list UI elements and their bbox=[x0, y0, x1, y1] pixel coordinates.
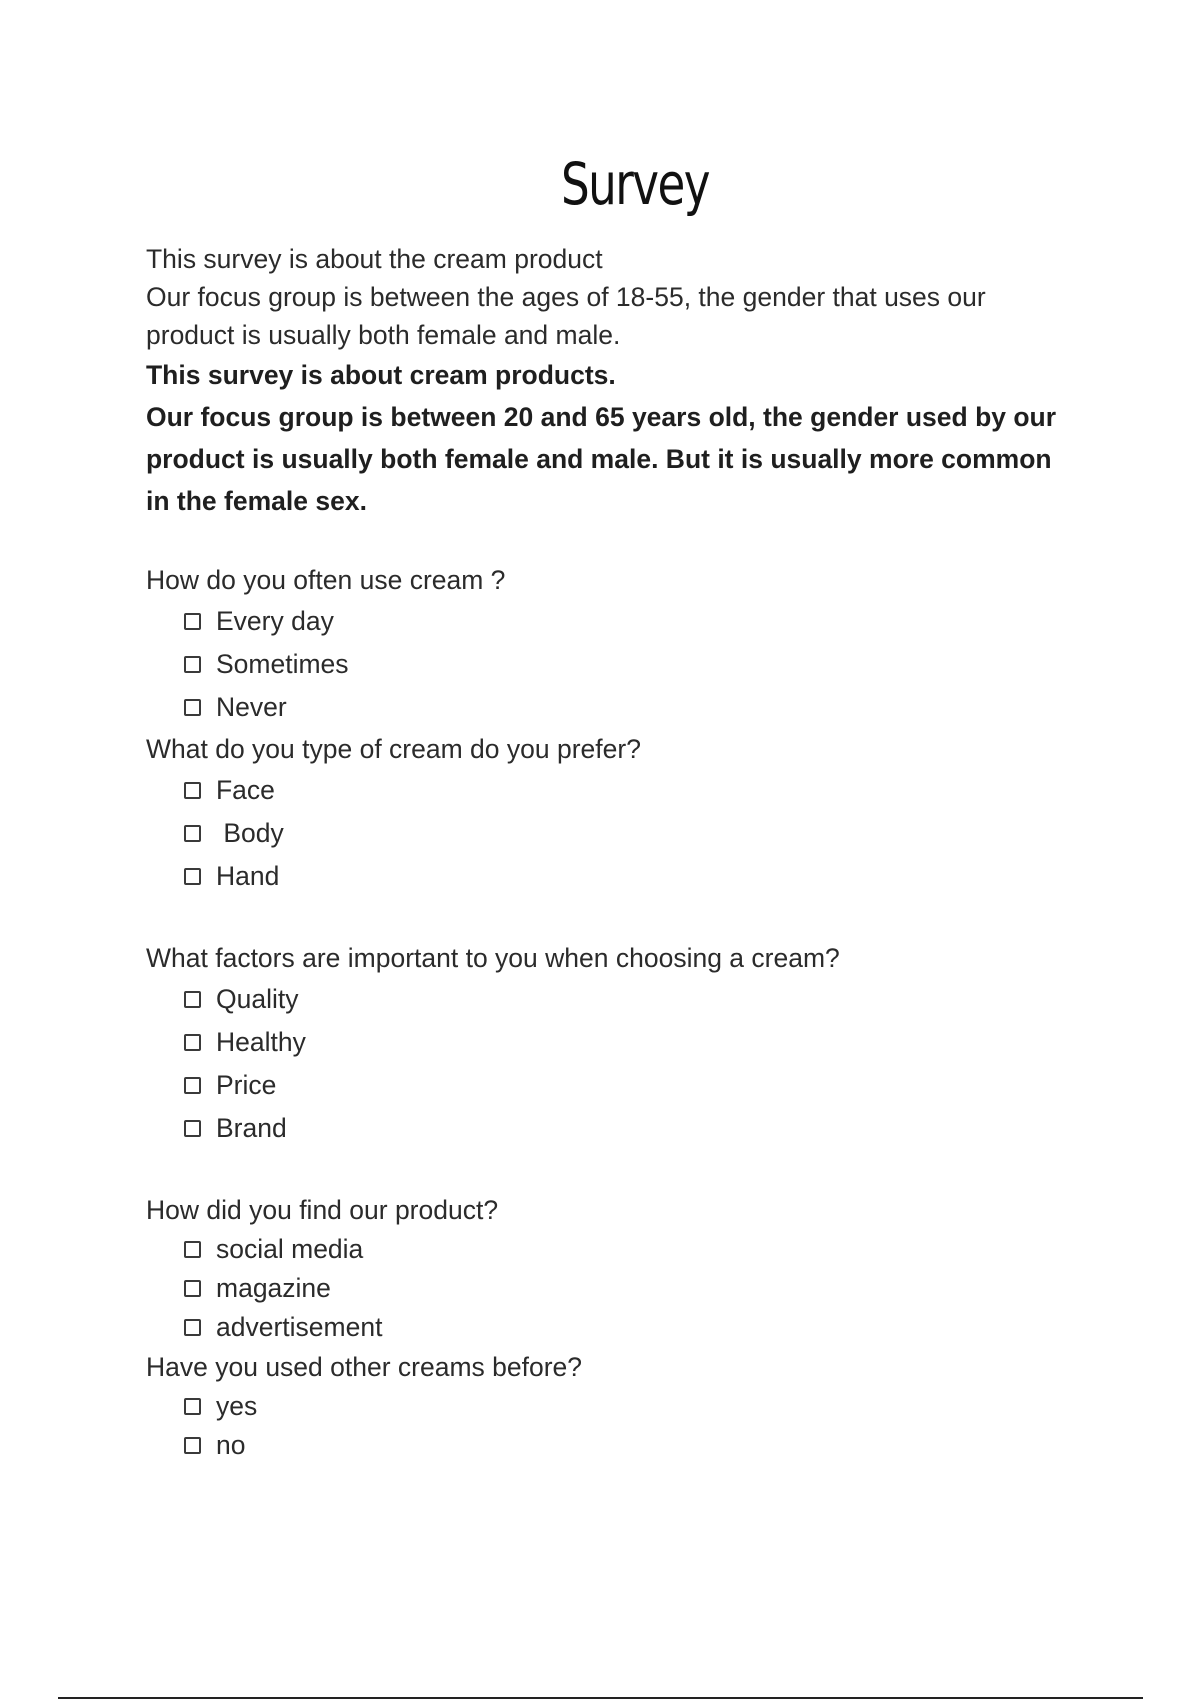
checkbox[interactable] bbox=[184, 1077, 201, 1094]
option-advertisement[interactable] bbox=[184, 1308, 1066, 1347]
section-spacer bbox=[146, 1150, 1066, 1190]
option-brand[interactable] bbox=[184, 1107, 1066, 1150]
question-other-creams: Have you used other creams before? bbox=[146, 1352, 583, 1382]
checkbox[interactable] bbox=[184, 825, 201, 842]
intro-bold-1: This survey is about cream products. bbox=[146, 360, 616, 390]
option-body[interactable] bbox=[184, 812, 1066, 855]
option-yes[interactable] bbox=[184, 1387, 1066, 1426]
question-factors: What factors are important to you when choosing a cream? bbox=[146, 943, 840, 973]
option-label: Face bbox=[216, 775, 275, 805]
option-price[interactable] bbox=[184, 1064, 1066, 1107]
checkbox[interactable] bbox=[184, 656, 201, 673]
option-label: Hand bbox=[216, 861, 280, 891]
checkbox[interactable] bbox=[184, 1319, 201, 1336]
option-social-media[interactable] bbox=[184, 1230, 1066, 1269]
option-label: social media bbox=[216, 1234, 364, 1264]
section-spacer bbox=[146, 522, 1066, 560]
options-discovery bbox=[146, 1230, 1066, 1347]
option-label: Brand bbox=[216, 1113, 287, 1143]
option-label: Sometimes bbox=[216, 649, 349, 679]
options-frequency bbox=[146, 600, 1066, 729]
options-factors bbox=[146, 978, 1066, 1150]
option-label: Never bbox=[216, 692, 287, 722]
option-label: Healthy bbox=[216, 1027, 306, 1057]
option-hand[interactable] bbox=[184, 855, 1066, 898]
checkbox[interactable] bbox=[184, 1437, 201, 1454]
option-sometimes[interactable] bbox=[184, 643, 1066, 686]
checkbox[interactable] bbox=[184, 613, 201, 630]
intro-line-2: Our focus group is between the ages of 18-55, the gender that uses our product is usually both female and male. bbox=[146, 282, 986, 350]
checkbox[interactable] bbox=[184, 868, 201, 885]
options-other-creams bbox=[146, 1387, 1066, 1465]
survey-content bbox=[146, 246, 1066, 1465]
page-title: Survey bbox=[560, 150, 710, 218]
checkbox[interactable] bbox=[184, 782, 201, 799]
option-quality[interactable] bbox=[184, 978, 1066, 1021]
option-magazine[interactable] bbox=[184, 1269, 1066, 1308]
checkbox[interactable] bbox=[184, 1120, 201, 1137]
footer-divider bbox=[58, 1697, 1143, 1699]
option-face[interactable] bbox=[184, 769, 1066, 812]
option-label: no bbox=[216, 1430, 246, 1460]
option-healthy[interactable] bbox=[184, 1021, 1066, 1064]
intro-bold-2: Our focus group is between 20 and 65 years old, the gender used by our product is usually both female and male. But it is usually more common in the female sex. bbox=[146, 402, 1057, 516]
checkbox[interactable] bbox=[184, 1034, 201, 1051]
option-label: Every day bbox=[216, 606, 334, 636]
option-label: advertisement bbox=[216, 1312, 383, 1342]
option-label: Price bbox=[216, 1070, 277, 1100]
option-label: yes bbox=[216, 1391, 258, 1421]
checkbox[interactable] bbox=[184, 991, 201, 1008]
option-never[interactable] bbox=[184, 686, 1066, 729]
question-cream-type: What do you type of cream do you prefer? bbox=[146, 734, 641, 764]
question-frequency: How do you often use cream ? bbox=[146, 565, 506, 595]
option-label: Quality bbox=[216, 984, 299, 1014]
checkbox[interactable] bbox=[184, 699, 201, 716]
option-no[interactable] bbox=[184, 1426, 1066, 1465]
options-cream-type bbox=[146, 769, 1066, 898]
checkbox[interactable] bbox=[184, 1398, 201, 1415]
option-label: magazine bbox=[216, 1273, 331, 1303]
option-label: Body bbox=[216, 818, 284, 848]
question-discovery: How did you find our product? bbox=[146, 1195, 499, 1225]
option-every-day[interactable] bbox=[184, 600, 1066, 643]
checkbox[interactable] bbox=[184, 1280, 201, 1297]
checkbox[interactable] bbox=[184, 1241, 201, 1258]
section-spacer bbox=[146, 898, 1066, 938]
intro-line-1: This survey is about the cream product bbox=[146, 244, 603, 274]
